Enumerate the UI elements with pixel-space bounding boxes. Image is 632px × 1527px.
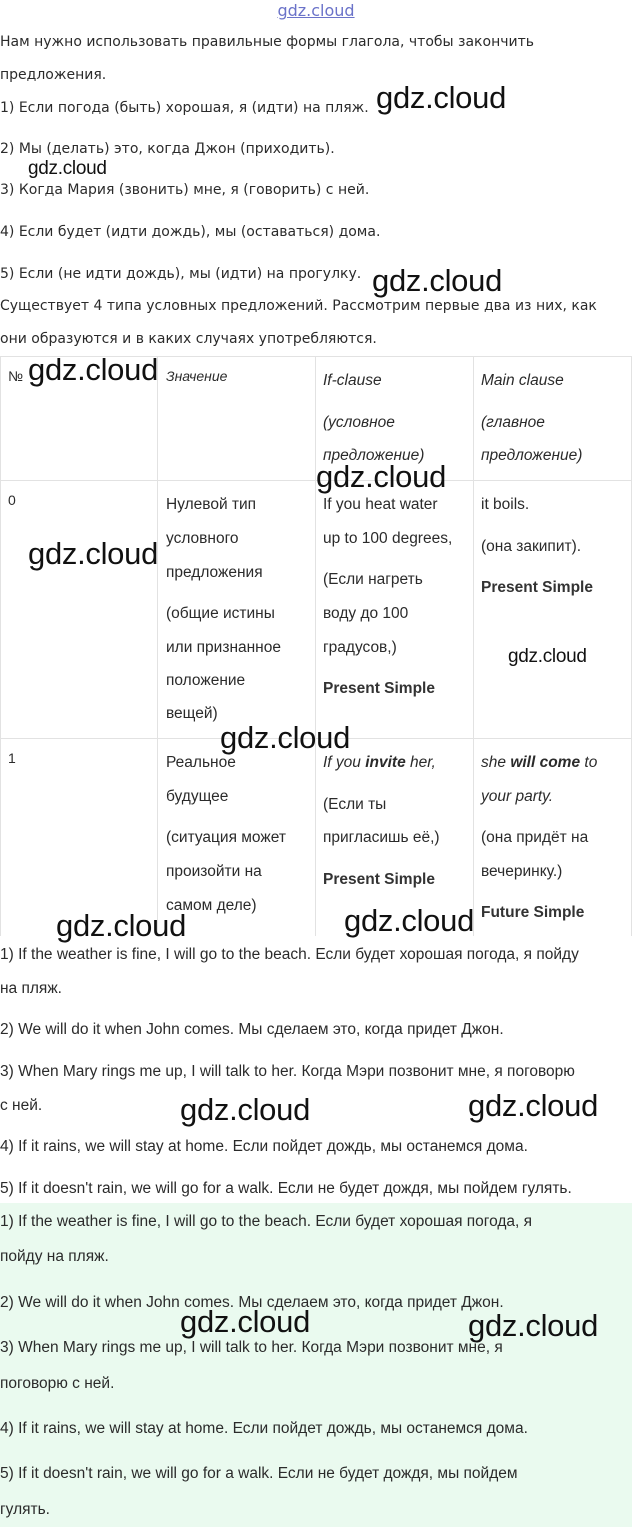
header-main-clause-ru2: предложение) xyxy=(481,447,583,464)
task-4: 4) Если будет (идти дождь), мы (оставаться) дома. xyxy=(0,224,381,240)
watermark: gdz.cloud xyxy=(468,1308,599,1343)
row0-if-tense: Present Simple xyxy=(323,680,435,697)
watermark: gdz.cloud xyxy=(180,1304,311,1339)
row1-meaning: произойти на xyxy=(166,863,262,880)
types-intro-line-1: Существует 4 типа условных предложений. Рассмотрим первые два из них, как xyxy=(0,298,597,314)
header-num: № xyxy=(8,368,24,384)
row1-main-tense: Future Simple xyxy=(481,904,585,921)
row0-main-en: it boils. xyxy=(481,496,530,513)
answer-green-1: 1) If the weather is fine, I will go to the beach. Если будет хорошая погода, я xyxy=(0,1213,533,1230)
answer-green-3-cont: поговорю с ней. xyxy=(0,1375,115,1392)
row0-if-ru: градусов,) xyxy=(323,639,397,656)
row1-main-en: she will come to xyxy=(481,754,598,771)
row1-meaning: самом деле) xyxy=(166,897,257,914)
watermark: gdz.cloud xyxy=(180,1092,311,1127)
row0-if-ru: (Если нагреть xyxy=(323,571,423,588)
watermark: gdz.cloud xyxy=(468,1088,599,1123)
answer-green-5: 5) If it doesn't rain, we will go for a walk. Если не будет дождя, мы пойдем xyxy=(0,1465,518,1482)
answer-4: 4) If it rains, we will stay at home. Если пойдет дождь, мы останемся дома. xyxy=(0,1138,528,1155)
task-2: 2) Мы (делать) это, когда Джон (приходить). xyxy=(0,141,335,157)
watermark: gdz.cloud xyxy=(28,536,159,571)
answer-1-cont: на пляж. xyxy=(0,980,62,997)
answer-green-4: 4) If it rains, we will stay at home. Если пойдет дождь, мы останемся дома. xyxy=(0,1420,528,1437)
table-col-divider xyxy=(473,356,474,936)
answer-green-3: 3) When Mary rings me up, I will talk to her. Когда Мэри позвонит мне, я xyxy=(0,1339,503,1356)
row0-meaning: (общие истины xyxy=(166,605,275,622)
answer-3: 3) When Mary rings me up, I will talk to her. Когда Мэри позвонит мне, я поговорю xyxy=(0,1063,575,1080)
intro-line-2: предложения. xyxy=(0,67,107,83)
task-5: 5) Если (не идти дождь), мы (идти) на прогулку. xyxy=(0,266,362,282)
row1-meaning: (ситуация может xyxy=(166,829,286,846)
answer-2: 2) We will do it when John comes. Мы сделаем это, когда придет Джон. xyxy=(0,1021,504,1038)
table-col-divider xyxy=(315,356,316,936)
row1-main-ru: (она придёт на xyxy=(481,829,589,846)
watermark: gdz.cloud xyxy=(344,903,475,938)
row0-meaning: положение xyxy=(166,672,246,689)
intro-line-1: Нам нужно использовать правильные формы глагола, чтобы закончить xyxy=(0,34,535,50)
row1-meaning: будущее xyxy=(166,788,229,805)
answer-green-5-cont: гулять. xyxy=(0,1501,50,1518)
header-main-clause-ru1: (главное xyxy=(481,414,545,431)
watermark: gdz.cloud xyxy=(372,263,503,298)
table-col-divider xyxy=(0,356,1,936)
row1-if-ru: пригласишь её,) xyxy=(323,829,440,846)
watermark: gdz.cloud xyxy=(316,459,447,494)
answer-3-cont: с ней. xyxy=(0,1097,43,1114)
header-main-clause: Main clause xyxy=(481,372,564,389)
row0-if-en: If you heat water xyxy=(323,496,438,513)
row0-meaning: условного xyxy=(166,530,239,547)
row0-if-ru: воду до 100 xyxy=(323,605,409,622)
row0-meaning: Нулевой тип xyxy=(166,496,257,513)
header-if-clause-ru1: (условное xyxy=(323,414,395,431)
header-if-clause: If-clause xyxy=(323,372,382,389)
row1-if-en: If you invite her, xyxy=(323,754,436,771)
row0-main-ru: (она закипит). xyxy=(481,538,582,555)
row1-meaning: Реальное xyxy=(166,754,236,771)
answer-green-2: 2) We will do it when John comes. Мы сделаем это, когда придет Джон. xyxy=(0,1294,504,1311)
watermark: gdz.cloud xyxy=(28,352,159,387)
site-logo[interactable]: gdz.cloud xyxy=(277,1,355,20)
table-col-divider xyxy=(157,356,158,936)
header-if-clause-ru2: предложение) xyxy=(323,447,425,464)
row1-if-ru: (Если ты xyxy=(323,796,387,813)
row1-if-tense: Present Simple xyxy=(323,871,435,888)
answer-5: 5) If it doesn't rain, we will go for a walk. Если не будет дождя, мы пойдем гулять. xyxy=(0,1180,572,1197)
row0-meaning: вещей) xyxy=(166,705,218,722)
row0-main-tense: Present Simple xyxy=(481,579,593,596)
types-intro-line-2: они образуются и в каких случаях употребляются. xyxy=(0,331,377,347)
row0-if-en: up to 100 degrees, xyxy=(323,530,453,547)
task-1: 1) Если погода (быть) хорошая, я (идти) на пляж. xyxy=(0,100,369,116)
answer-1: 1) If the weather is fine, I will go to the beach. Если будет хорошая погода, я пойду xyxy=(0,946,579,963)
row1-main-en-2: your party. xyxy=(481,788,554,805)
row1-num: 1 xyxy=(8,750,16,766)
watermark: gdz.cloud xyxy=(508,646,587,667)
row0-meaning: или признанное xyxy=(166,639,281,656)
row1-main-ru: вечеринку.) xyxy=(481,863,563,880)
watermark: gdz.cloud xyxy=(220,720,351,755)
row0-num: 0 xyxy=(8,492,16,508)
watermark: gdz.cloud xyxy=(28,158,107,179)
header-meaning: Значение xyxy=(166,368,228,384)
row0-meaning: предложения xyxy=(166,564,263,581)
task-3: 3) Когда Мария (звонить) мне, я (говорить) с ней. xyxy=(0,182,370,198)
watermark: gdz.cloud xyxy=(376,80,507,115)
answer-green-1-cont: пойду на пляж. xyxy=(0,1248,109,1265)
watermark: gdz.cloud xyxy=(56,908,187,943)
